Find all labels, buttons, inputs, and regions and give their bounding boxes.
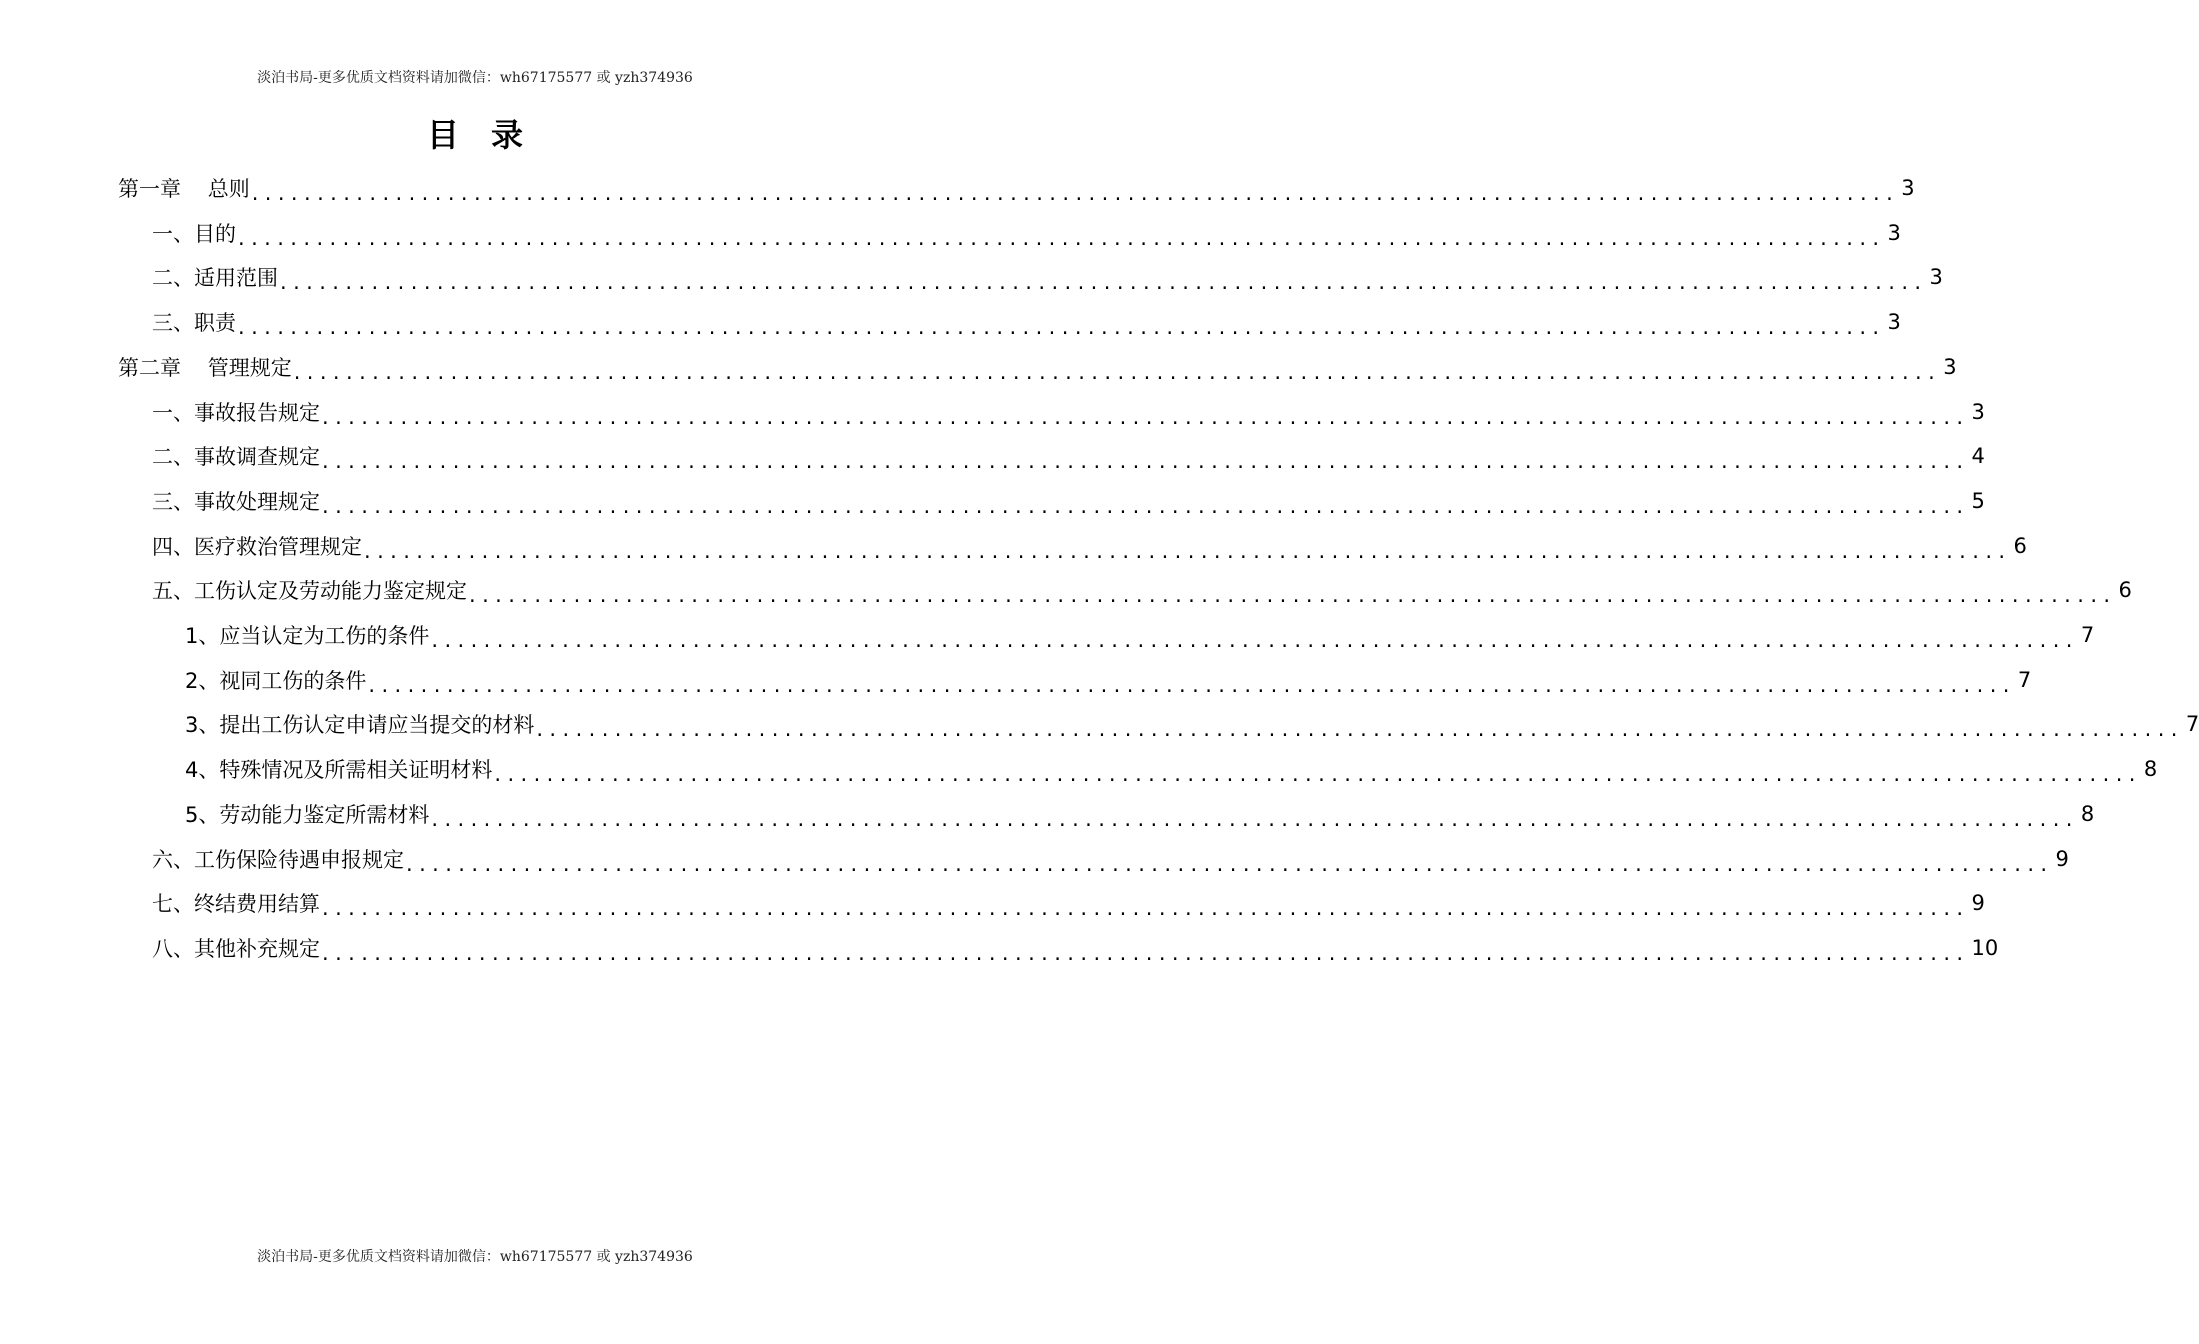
toc-entry-page: 3 xyxy=(1887,220,1901,245)
toc-entry-label: 二、适用范围 xyxy=(152,266,278,291)
toc-entry-label: 一、目的 xyxy=(152,221,236,246)
toc-entry-label: 五、工伤认定及劳动能力鉴定规定 xyxy=(152,579,467,604)
toc-entry-label: 一、事故报告规定 xyxy=(152,400,320,425)
toc-entry[interactable] xyxy=(152,926,1999,970)
page-header: 淡泊书局-更多优质文档资料请加微信：wh67175577 或 yzh374936 xyxy=(257,70,693,86)
toc-entry-label: 三、事故处理规定 xyxy=(152,489,320,514)
toc-entry[interactable] xyxy=(118,345,1957,389)
toc-entry[interactable] xyxy=(185,792,2095,836)
toc-entry-page: 5 xyxy=(1971,488,1985,513)
dot-leader: .............................................................................................................................. xyxy=(494,762,2142,787)
toc-entry-page: 10 xyxy=(1971,935,1999,960)
toc-entry-page: 3 xyxy=(1971,399,1985,424)
dot-leader: .............................................................................................................................. xyxy=(469,583,2117,608)
toc-entry[interactable] xyxy=(185,658,2032,702)
dot-leader: .............................................................................................................................. xyxy=(431,806,2079,831)
dot-leader: .............................................................................................................................. xyxy=(322,896,1970,921)
toc-entry-label: 二、事故调查规定 xyxy=(152,445,320,470)
toc-entry-label: 3、提出工伤认定申请应当提交的材料 xyxy=(185,713,535,738)
toc-entry-page: 7 xyxy=(2185,712,2199,737)
toc-entry[interactable] xyxy=(185,613,2095,657)
toc-entry-page: 3 xyxy=(1887,310,1901,335)
dot-leader: .............................................................................................................................. xyxy=(322,940,1970,965)
toc-entry[interactable] xyxy=(152,837,2069,881)
toc-entry[interactable] xyxy=(152,300,1901,344)
toc-entry-page: 7 xyxy=(2080,623,2095,647)
toc-entry-page: 3 xyxy=(1943,354,1957,379)
toc-entry[interactable] xyxy=(185,702,2199,746)
toc-entry-label: 四、医疗救治管理规定 xyxy=(152,534,362,559)
dot-leader: .............................................................................................................................. xyxy=(322,493,1970,518)
toc-entry-page: 9 xyxy=(1971,891,1985,916)
toc-entry-page: 9 xyxy=(2055,846,2069,871)
toc-entry[interactable] xyxy=(185,747,2158,791)
dot-leader: .............................................................................................................................. xyxy=(536,717,2184,742)
page-title: 目录 xyxy=(426,116,555,154)
toc-entry-page: 8 xyxy=(2080,801,2095,826)
toc-entry-page: 6 xyxy=(2118,578,2132,603)
toc-entry-page: 7 xyxy=(2017,667,2032,692)
dot-leader: .............................................................................................................................. xyxy=(406,851,2054,876)
toc-entry-label: 第一章 总则 xyxy=(118,177,250,201)
toc-entry-label: 4、特殊情况及所需相关证明材料 xyxy=(185,758,493,783)
toc-entry-page: 6 xyxy=(2013,533,2027,558)
dot-leader: .............................................................................................................................. xyxy=(280,270,1928,295)
toc-entry-label: 七、终结费用结算 xyxy=(152,892,320,917)
dot-leader: .............................................................................................................................. xyxy=(364,538,2012,563)
toc-entry[interactable] xyxy=(152,568,2132,612)
dot-leader: .............................................................................................................................. xyxy=(322,449,1970,474)
toc-entry[interactable] xyxy=(152,881,1985,925)
toc-entry[interactable] xyxy=(152,211,1901,255)
toc-entry[interactable] xyxy=(152,390,1985,434)
toc-entry-page: 4 xyxy=(1971,444,1985,469)
dot-leader: .............................................................................................................................. xyxy=(251,181,1900,205)
toc-entry[interactable] xyxy=(152,255,1943,299)
toc-entry-label: 三、职责 xyxy=(152,311,236,336)
dot-leader: .............................................................................................................................. xyxy=(238,225,1886,250)
toc-entry-label: 六、工伤保险待遇申报规定 xyxy=(152,847,404,872)
toc-entry-label: 1、应当认定为工伤的条件 xyxy=(185,624,430,648)
toc-entry[interactable] xyxy=(152,524,2027,568)
dot-leader: .............................................................................................................................. xyxy=(293,359,1942,384)
toc-entry-page: 8 xyxy=(2143,757,2158,782)
page-footer: 淡泊书局-更多优质文档资料请加微信：wh67175577 或 yzh374936 xyxy=(257,1249,693,1265)
toc-entry-label: 2、视同工伤的条件 xyxy=(185,668,367,693)
dot-leader: .............................................................................................................................. xyxy=(322,404,1970,429)
toc-entry-page: 3 xyxy=(1901,176,1915,200)
toc-entry[interactable] xyxy=(152,479,1985,523)
toc-entry[interactable] xyxy=(118,166,1915,210)
toc-entry-page: 3 xyxy=(1929,265,1943,290)
dot-leader: .............................................................................................................................. xyxy=(238,315,1886,340)
dot-leader: .............................................................................................................................. xyxy=(431,628,2079,652)
toc-entry-label: 第二章 管理规定 xyxy=(118,355,292,380)
toc-entry-label: 八、其他补充规定 xyxy=(152,936,320,961)
toc-entry-label: 5、劳动能力鉴定所需材料 xyxy=(185,802,430,827)
toc-entry[interactable] xyxy=(152,434,1985,478)
dot-leader: .............................................................................................................................. xyxy=(368,672,2016,697)
